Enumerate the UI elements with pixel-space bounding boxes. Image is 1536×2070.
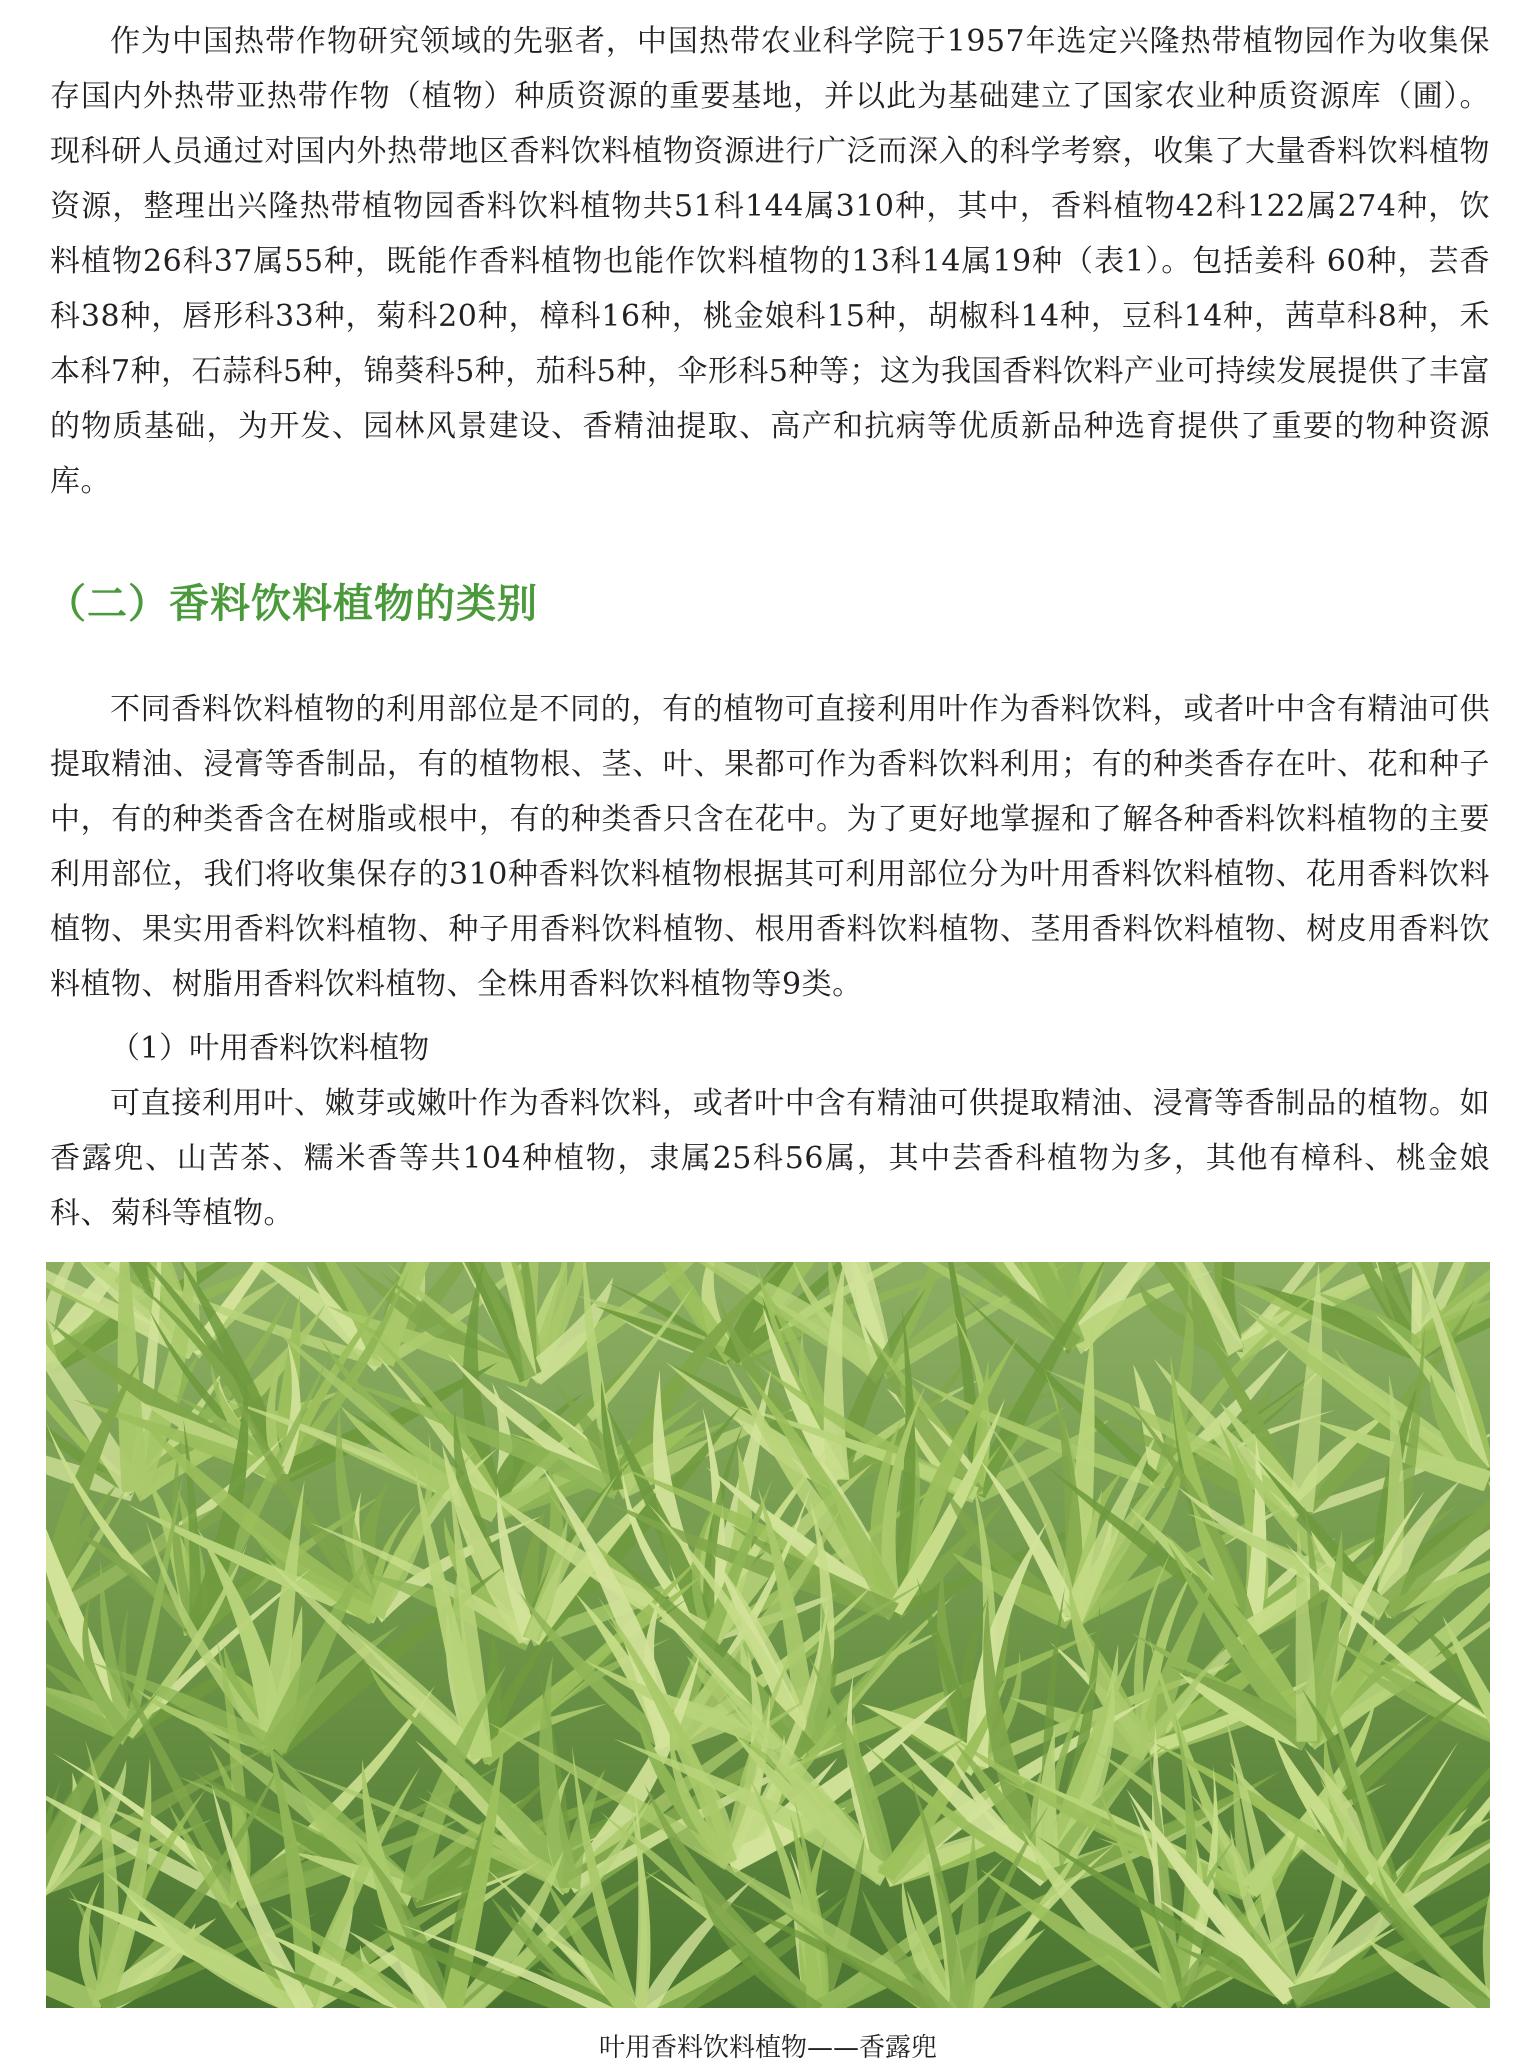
section-heading: （二）香料饮料植物的类别	[46, 581, 538, 627]
leaf-plants-paragraph: 可直接利用叶、嫩芽或嫩叶作为香料饮料，或者叶中含有精油可供提取精油、浸膏等香制品的植物。如香露兜、山苦茶、糯米香等共104种植物，隶属25科56属，其中芸香科植物为多，其他有樟科、桃金娘科、菊科等植物。	[50, 1086, 1490, 1231]
intro-paragraph: 作为中国热带作物研究领域的先驱者，中国热带农业科学院于1957年选定兴隆热带植物园作为收集保存国内外热带亚热带作物（植物）种质资源的重要基地，并以此为基础建立了国家农业种质资源库（圃）。现科研人员通过对国内外热带地区香料饮料植物资源进行广泛而深入的科学考察，收集了大量香料饮料植物资源，整理出兴隆热带植物园香料饮料植物共51科144属310种，其中，香料植物42科122属274种，饮料植物26科37属55种，既能作香料植物也能作饮料植物的13科14属19种（表1）。包括姜科 60种，芸香科38种，唇形科33种，菊科20种，樟科16种，桃金娘科15种，胡椒科14种，豆科14种，茜草科8种，禾本科7种，石蒜科5种，锦葵科5种，茄科5种，伞形科5种等；这为我国香料饮料产业可持续发展提供了丰富的物质基础，为开发、园林风景建设、香精油提取、高产和抗病等优质新品种选育提供了重要的物种资源库。	[50, 24, 1490, 499]
pandan-plant-photo	[46, 1262, 1490, 2008]
categories-paragraph: 不同香料饮料植物的利用部位是不同的，有的植物可直接利用叶作为香料饮料，或者叶中含有精油可供提取精油、浸膏等香制品，有的植物根、茎、叶、果都可作为香料饮料利用；有的种类香存在叶、花和种子中，有的种类香含在树脂或根中，有的种类香只含在花中。为了更好地掌握和了解各种香料饮料植物的主要利用部位，我们将收集保存的310种香料饮料植物根据其可利用部位分为叶用香料饮料植物、花用香料饮料植物、果实用香料饮料植物、种子用香料饮料植物、根用香料饮料植物、茎用香料饮料植物、树皮用香料饮料植物、树脂用香料饮料植物、全株用香料饮料植物等9类。	[50, 692, 1490, 1002]
photo-caption: 叶用香料饮料植物——香露兜	[598, 2033, 937, 2063]
grass-leaves-illustration	[46, 1262, 1490, 2008]
subheading-leaf-plants: （1）叶用香料饮料植物	[110, 1031, 430, 1066]
